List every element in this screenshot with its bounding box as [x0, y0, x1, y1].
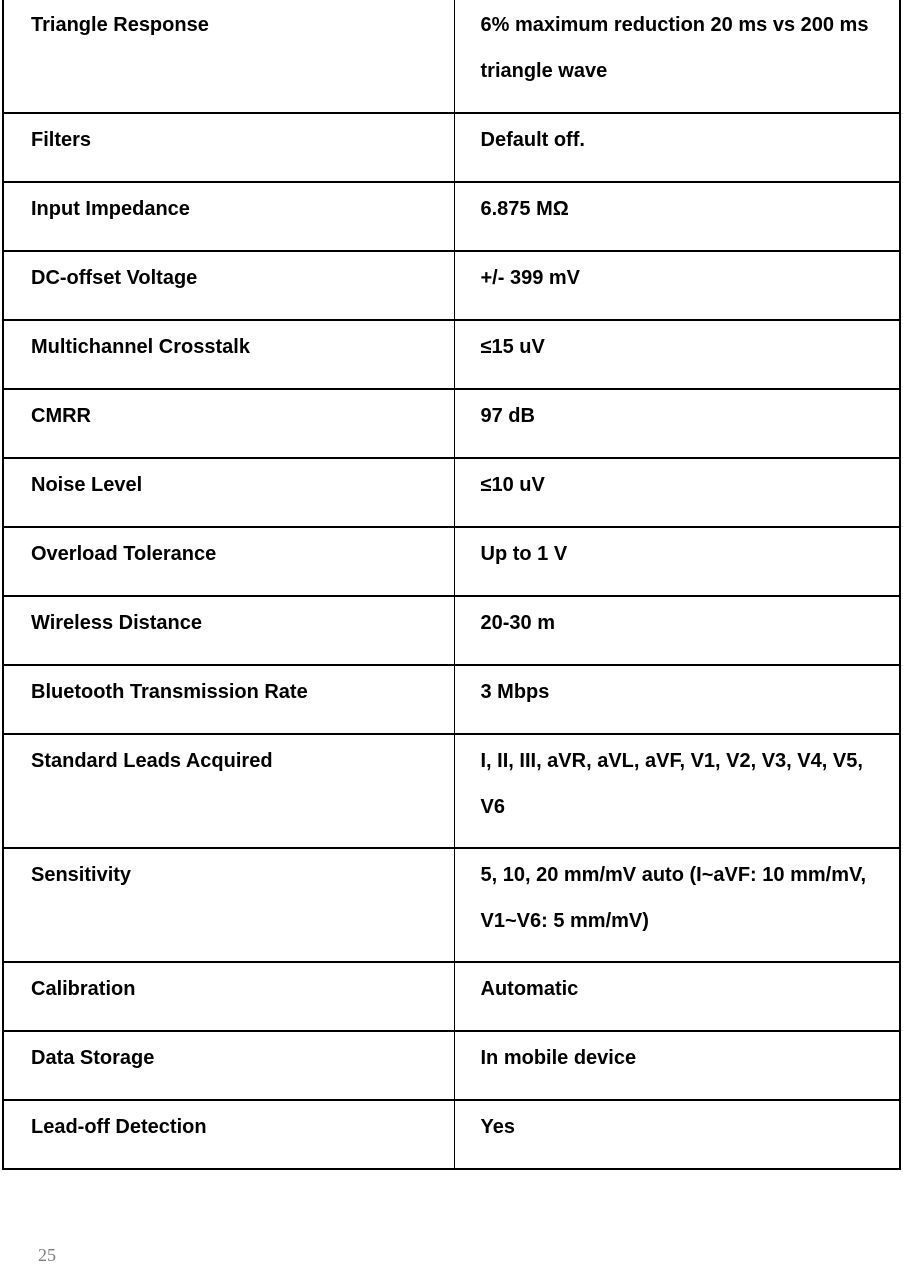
page-number: 25	[38, 1245, 56, 1265]
spec-value: 3 Mbps	[454, 665, 900, 734]
spec-label: Calibration	[3, 962, 454, 1031]
table-row	[3, 1031, 900, 1100]
spec-label: Triangle Response	[3, 0, 454, 113]
spec-label: Data Storage	[3, 1031, 454, 1100]
spec-label: CMRR	[3, 389, 454, 458]
spec-value: Up to 1 V	[454, 527, 900, 596]
spec-label: Multichannel Crosstalk	[3, 320, 454, 389]
spec-value: +/- 399 mV	[454, 251, 900, 320]
spec-label: Overload Tolerance	[3, 527, 454, 596]
table-row	[3, 251, 900, 320]
spec-label: Input Impedance	[3, 182, 454, 251]
table-row	[3, 527, 900, 596]
spec-label: DC-offset Voltage	[3, 251, 454, 320]
spec-value: 6.875 MΩ	[454, 182, 900, 251]
table-row	[3, 734, 900, 848]
spec-value: 97 dB	[454, 389, 900, 458]
spec-value: 20-30 m	[454, 596, 900, 665]
table-row	[3, 320, 900, 389]
spec-value: Default off.	[454, 113, 900, 182]
spec-label: Sensitivity	[3, 848, 454, 962]
table-row	[3, 848, 900, 962]
spec-value: 6% maximum reduction 20 ms vs 200 ms triangle wave	[454, 0, 900, 113]
spec-label: Noise Level	[3, 458, 454, 527]
spec-value: 5, 10, 20 mm/mV auto (I~aVF: 10 mm/mV, V1~V6: 5 mm/mV)	[454, 848, 900, 962]
spec-value: I, II, III, aVR, aVL, aVF, V1, V2, V3, V4, V5, V6	[454, 734, 900, 848]
table-row	[3, 458, 900, 527]
spec-label: Filters	[3, 113, 454, 182]
spec-value: Yes	[454, 1100, 900, 1169]
spec-value: ≤10 uV	[454, 458, 900, 527]
spec-value: Automatic	[454, 962, 900, 1031]
spec-label: Standard Leads Acquired	[3, 734, 454, 848]
table-row	[3, 962, 900, 1031]
table-row	[3, 1100, 900, 1169]
table-row	[3, 389, 900, 458]
spec-value: ≤15 uV	[454, 320, 900, 389]
spec-label: Lead-off Detection	[3, 1100, 454, 1169]
specifications-table	[2, 0, 901, 1170]
table-row	[3, 665, 900, 734]
table-row	[3, 182, 900, 251]
spec-value: In mobile device	[454, 1031, 900, 1100]
table-row	[3, 596, 900, 665]
spec-label: Bluetooth Transmission Rate	[3, 665, 454, 734]
table-row	[3, 0, 900, 113]
table-row	[3, 113, 900, 182]
spec-label: Wireless Distance	[3, 596, 454, 665]
